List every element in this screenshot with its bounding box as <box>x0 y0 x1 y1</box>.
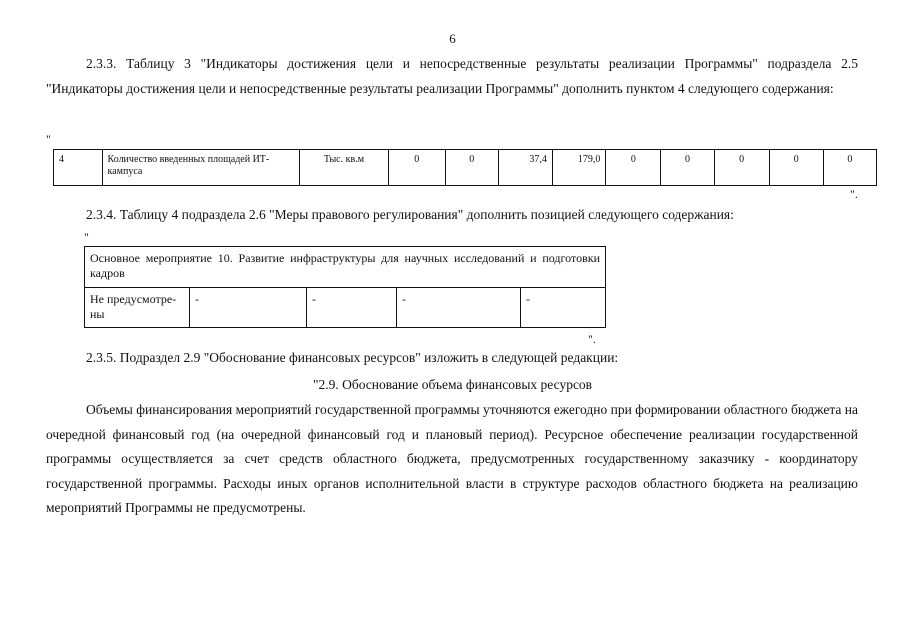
table-cell: - <box>307 288 397 328</box>
paragraph-2-3-5: 2.3.5. Подраздел 2.9 "Обоснование финансовых ресурсов" изложить в следующей редакции: <box>86 350 619 365</box>
table-cell: Не предусмотре-ны <box>85 288 190 328</box>
paragraph-2-3-3: 2.3.3. Таблицу 3 "Индикаторы достижения цели и непосредственные результаты реализации Программы" подраздела 2.5 "Индикаторы достижения цели и непосредственные результаты реализации Программы" дополнить пунктом 4 следующего содержания: <box>46 56 858 96</box>
value-cell: 0 <box>661 150 714 186</box>
closing-quote: ". <box>850 187 858 201</box>
value-cell: 0 <box>769 150 823 186</box>
page-number: 6 <box>449 31 456 46</box>
section-heading: "2.9. Обоснование объема финансовых ресурсов <box>312 377 593 392</box>
main-activity-header: Основное мероприятие 10. Развитие инфраструктуры для научных исследований и подготовки кадров <box>85 247 606 288</box>
table-row <box>85 288 606 328</box>
table-header-row <box>85 247 606 288</box>
table-row <box>54 150 877 186</box>
value-cell: 0 <box>714 150 769 186</box>
row-number-cell: 4 <box>54 150 103 186</box>
unit-cell: Тыс. кв.м <box>300 150 389 186</box>
indicators-table <box>53 149 877 186</box>
opening-quote: " <box>84 230 89 244</box>
table-cell: - <box>397 288 521 328</box>
value-cell: 0 <box>388 150 445 186</box>
value-cell: 0 <box>823 150 876 186</box>
opening-quote: " <box>46 132 51 146</box>
section-body: Объемы финансирования мероприятий государственной программы уточняются ежегодно при формировании областного бюджета на очередной финансовый год (на очередной финансовый год и плановый период). Ресурсное обеспечение реализации государственной программы осуществляется за счет средств областного бюджета, предусмотренных государственному заказчику - координатору государственной программы. Расходы иных органов исполнительной власти в структуре расходов областного бюджета на реализацию мероприятий Программы не предусмотрены. <box>46 402 858 516</box>
value-cell: 0 <box>445 150 498 186</box>
value-cell: 179,0 <box>552 150 605 186</box>
table-cell: - <box>190 288 307 328</box>
paragraph-2-3-4: 2.3.4. Таблицу 4 подраздела 2.6 "Меры правового регулирования" дополнить позицией следующего содержания: <box>86 207 734 222</box>
value-cell: 0 <box>606 150 661 186</box>
closing-quote: ". <box>588 332 596 346</box>
value-cell: 37,4 <box>498 150 552 186</box>
table-cell: - <box>521 288 606 328</box>
indicator-name-cell: Количество введенных площадей ИТ-кампуса <box>102 150 300 186</box>
legal-regulation-table <box>84 246 606 328</box>
